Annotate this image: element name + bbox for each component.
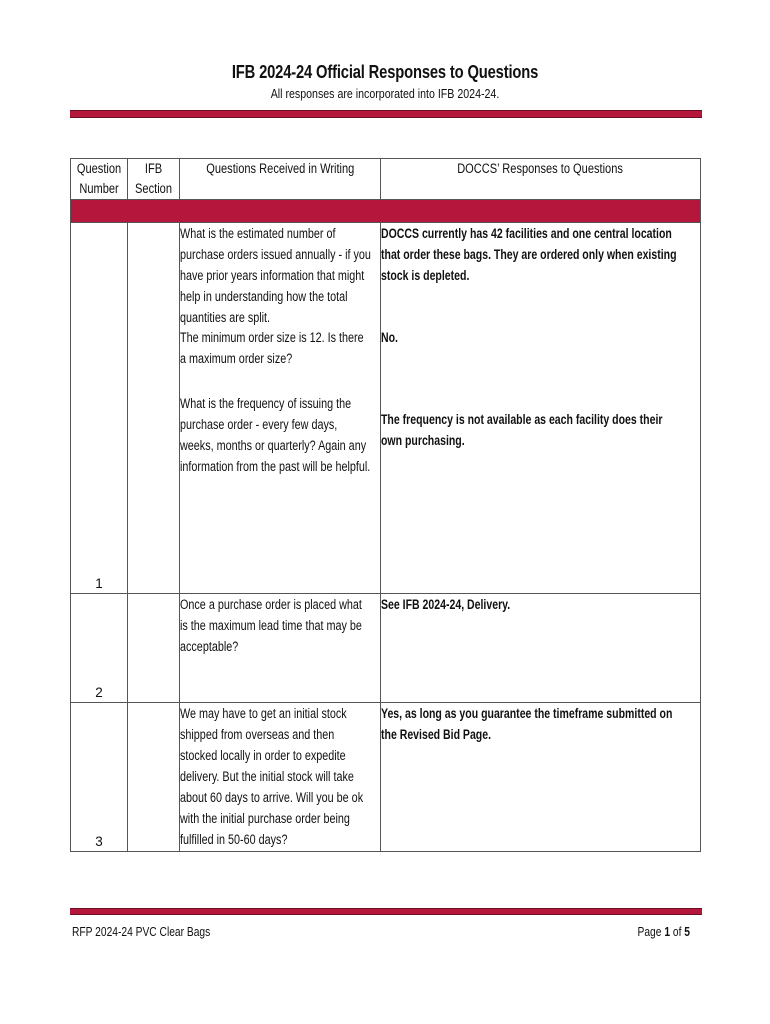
document-header (0, 62, 770, 101)
column-header-questions (180, 159, 381, 200)
question-text: We may have to get an initial stock shipped from overseas and then stocked locally in order to expedite delivery. But the initial stock will take about 60 days to arrive. Will you be ok with the initial purchase order being fulfilled in 50-60 days? (180, 706, 364, 847)
column-header-question-number (71, 159, 128, 200)
column-header-label: Section (135, 181, 172, 196)
header-rule (70, 110, 702, 117)
column-header-responses (381, 159, 701, 200)
ifb-section-cell (128, 223, 180, 594)
section-band (71, 200, 701, 223)
document-title: IFB 2024-24 Official Responses to Questions (231, 62, 539, 82)
questions-table (70, 158, 701, 852)
column-header-label: Question (76, 161, 122, 176)
answer-cell (381, 594, 701, 703)
column-header-label: Number (79, 181, 119, 196)
question-block (180, 223, 380, 327)
table-row (71, 223, 701, 594)
column-header-label: IFB (144, 161, 163, 176)
question-text: What is the frequency of issuing the purchase order - every few days, weeks, months or quarterly? Again any information from the past will be helpful. (180, 396, 371, 474)
answer-text: See IFB 2024-24, Delivery. (381, 597, 511, 612)
question-block (180, 703, 380, 850)
question-number-cell (71, 703, 128, 852)
page-label: Page (637, 925, 662, 939)
answer-cell (381, 223, 701, 594)
question-text: Once a purchase order is placed what is the maximum lead time that may be acceptable? (180, 597, 362, 654)
question-block (180, 327, 380, 393)
question-number: 3 (95, 834, 103, 849)
question-cell (180, 223, 381, 594)
question-number: 1 (95, 576, 103, 591)
page-total: 5 (684, 925, 690, 939)
answer-block (381, 327, 700, 409)
page-current: 1 (664, 925, 671, 939)
footer-document-name: RFP 2024-24 PVC Clear Bags (72, 925, 211, 939)
section-band-row (71, 200, 701, 223)
table-header-row (71, 159, 701, 200)
question-block (180, 594, 380, 657)
answer-text: Yes, as long as you guarantee the timeframe submitted on the Revised Bid Page. (381, 706, 673, 742)
answer-block (381, 703, 700, 745)
question-text: What is the estimated number of purchase orders issued annually - if you have prior years information that might help in understanding how the total quantities are split. (180, 226, 371, 325)
table-row (71, 703, 701, 852)
answer-block (381, 594, 700, 615)
column-header-label: DOCCS’ Responses to Questions (457, 161, 624, 176)
answer-cell (381, 703, 701, 852)
question-block (180, 393, 380, 477)
question-cell (180, 703, 381, 852)
question-number-cell (71, 223, 128, 594)
page-number (638, 925, 690, 939)
column-header-ifb-section (128, 159, 180, 200)
document-subtitle: All responses are incorporated into IFB 2024-24. (270, 87, 500, 101)
table-row (71, 594, 701, 703)
ifb-section-cell (128, 594, 180, 703)
answer-block (381, 223, 700, 327)
answer-block (381, 409, 700, 451)
question-cell (180, 594, 381, 703)
ifb-section-cell (128, 703, 180, 852)
question-number: 2 (95, 685, 103, 700)
question-text: The minimum order size is 12. Is there a maximum order size? (180, 330, 364, 366)
page-of-label: of (672, 925, 682, 939)
answer-text: The frequency is not available as each facility does their own purchasing. (381, 412, 663, 448)
column-header-label: Questions Received in Writing (205, 161, 355, 176)
footer-rule (70, 908, 702, 914)
answer-text: No. (381, 330, 398, 345)
question-number-cell (71, 594, 128, 703)
answer-text: DOCCS currently has 42 facilities and one central location that order these bags. They are ordered only when existing stock is depleted. (381, 226, 677, 283)
